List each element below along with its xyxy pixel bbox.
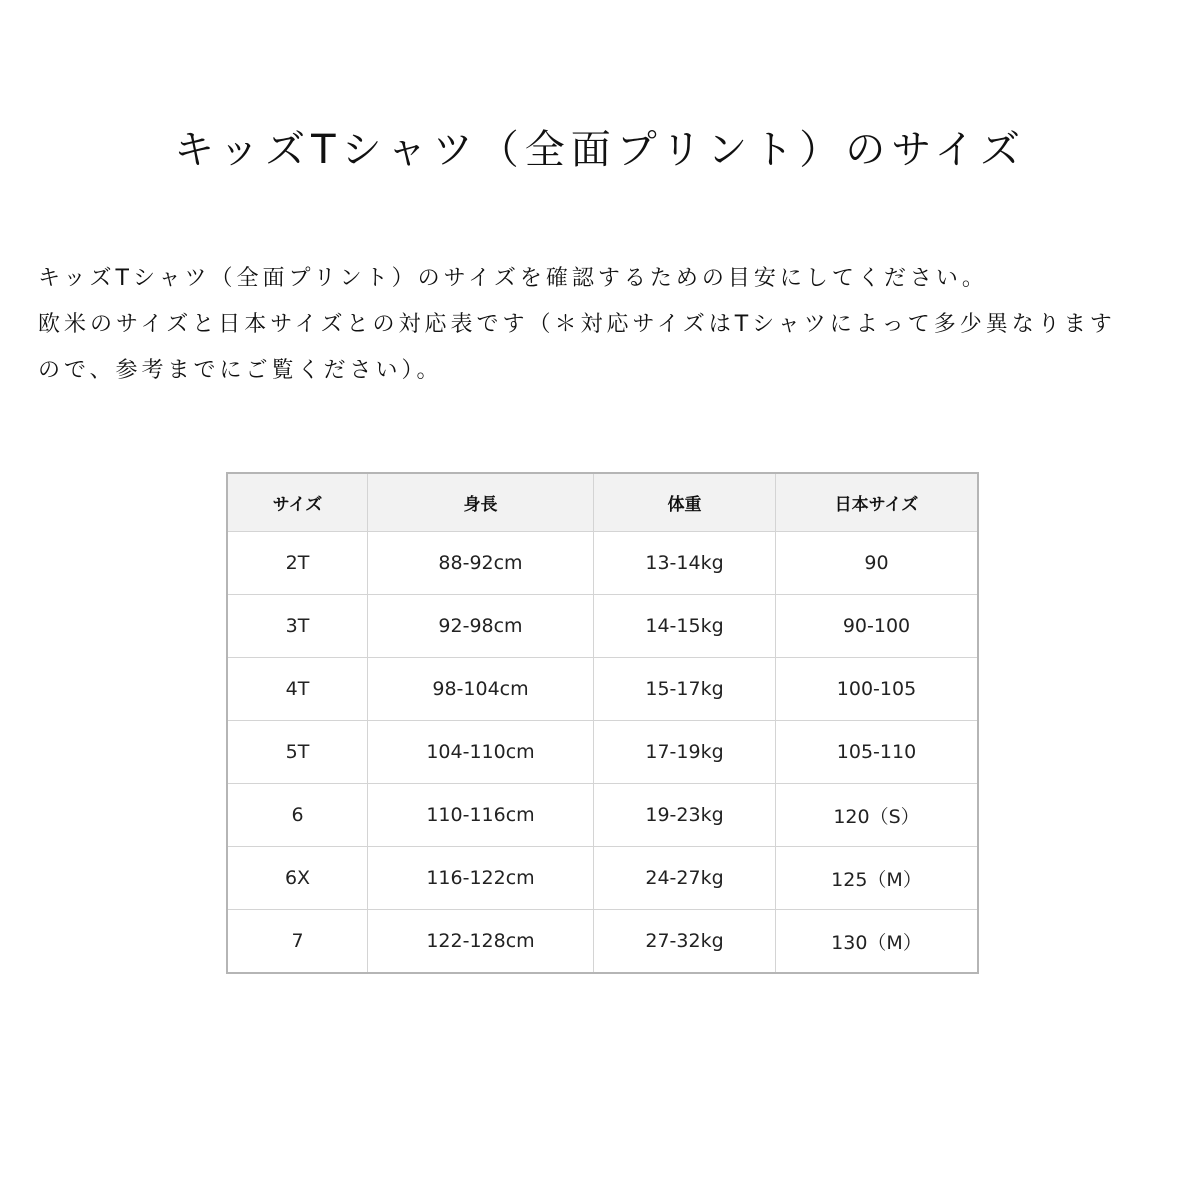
table-row [227, 910, 978, 974]
size-table [226, 472, 979, 974]
description-line: ので、参考までにご覧ください）。 [38, 358, 443, 383]
header-height: 身長 [368, 473, 594, 532]
cell-japan-size: 105-110 [776, 721, 979, 784]
cell-japan-size: 90-100 [776, 595, 979, 658]
cell-size: 7 [227, 910, 368, 974]
cell-weight: 19-23kg [594, 784, 776, 847]
description-line: 欧米のサイズと日本サイズとの対応表です（＊対応サイズはTシャツによって多少異なります [38, 312, 1116, 337]
cell-japan-size: 100-105 [776, 658, 979, 721]
description [38, 256, 1168, 394]
cell-weight: 17-19kg [594, 721, 776, 784]
cell-japan-size: 125（M） [776, 847, 979, 910]
cell-weight: 13-14kg [594, 532, 776, 595]
cell-size: 3T [227, 595, 368, 658]
cell-height: 98-104cm [368, 658, 594, 721]
cell-weight: 24-27kg [594, 847, 776, 910]
cell-japan-size: 120（S） [776, 784, 979, 847]
table-row [227, 721, 978, 784]
cell-height: 116-122cm [368, 847, 594, 910]
cell-size: 5T [227, 721, 368, 784]
cell-height: 88-92cm [368, 532, 594, 595]
header-size: サイズ [227, 473, 368, 532]
page-title: キッズTシャツ（全面プリント）のサイズ [173, 127, 1027, 173]
cell-weight: 14-15kg [594, 595, 776, 658]
cell-height: 110-116cm [368, 784, 594, 847]
table-row [227, 595, 978, 658]
table-row [227, 532, 978, 595]
cell-size: 4T [227, 658, 368, 721]
cell-weight: 27-32kg [594, 910, 776, 974]
cell-height: 104-110cm [368, 721, 594, 784]
cell-size: 6X [227, 847, 368, 910]
cell-japan-size: 130（M） [776, 910, 979, 974]
table-row [227, 784, 978, 847]
cell-size: 6 [227, 784, 368, 847]
header-weight: 体重 [594, 473, 776, 532]
header-japan-size: 日本サイズ [776, 473, 979, 532]
table-header-row [227, 473, 978, 532]
cell-height: 92-98cm [368, 595, 594, 658]
description-line: キッズTシャツ（全面プリント）のサイズを確認するための目安にしてください。 [38, 266, 988, 291]
cell-weight: 15-17kg [594, 658, 776, 721]
cell-japan-size: 90 [776, 532, 979, 595]
cell-size: 2T [227, 532, 368, 595]
cell-height: 122-128cm [368, 910, 594, 974]
table-row [227, 847, 978, 910]
table-row [227, 658, 978, 721]
